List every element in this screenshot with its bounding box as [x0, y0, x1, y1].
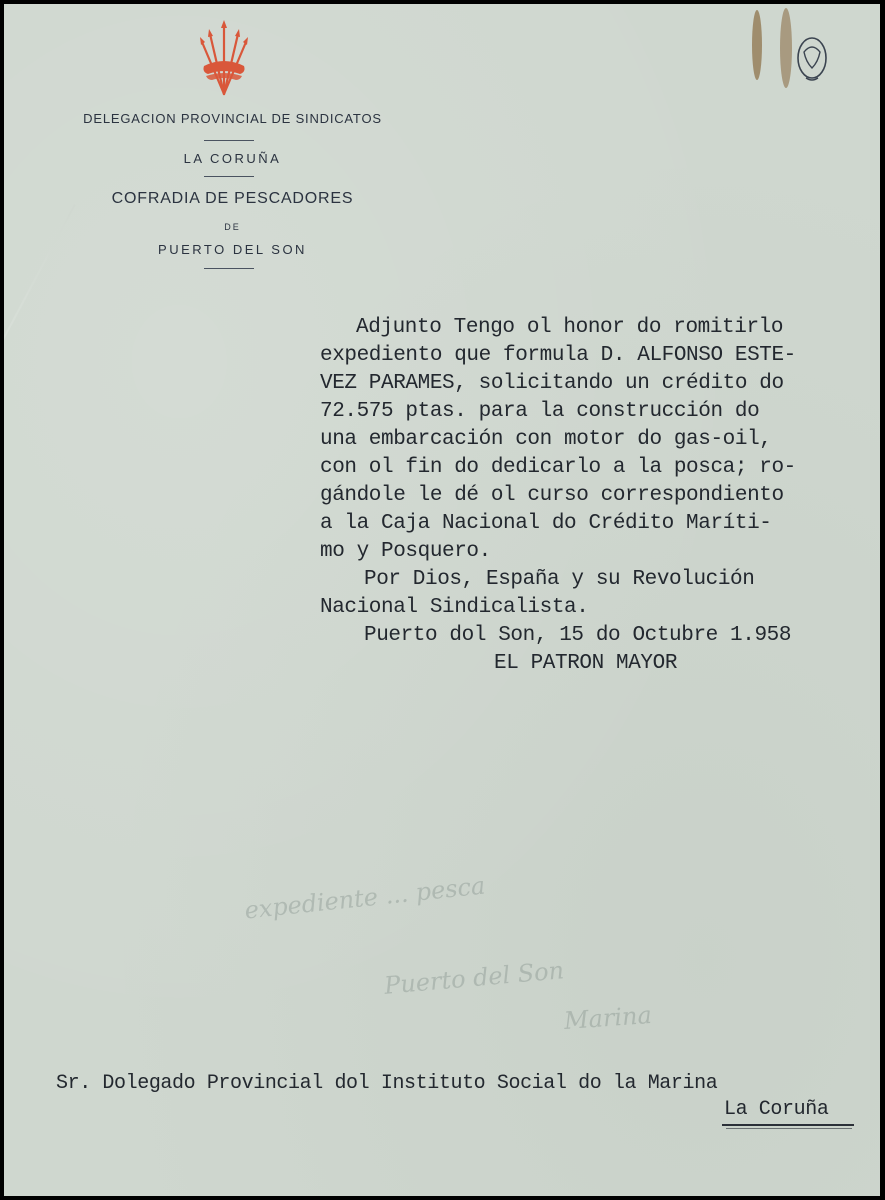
letterhead-delegacion: DELEGACION PROVINCIAL DE SINDICATOS	[83, 111, 382, 126]
body-line: expediento que formula D. ALFONSO ESTE-	[320, 344, 796, 367]
letterhead-rule	[204, 176, 254, 177]
addressee-line: Sr. Dolegado Provincial dol Instituto Social do la Marina	[56, 1072, 718, 1095]
body-line: 72.575 ptas. para la construcción do	[320, 400, 760, 423]
letterhead-city: LA CORUÑA	[183, 151, 282, 166]
bleed-through-text: Puerto del Son	[383, 956, 566, 1000]
letterhead-rule	[204, 268, 254, 269]
body-line: Adjunto Tengo ol honor do romitirlo	[356, 316, 784, 339]
rust-stain	[752, 10, 762, 80]
addressee-underline	[726, 1128, 852, 1129]
paper-fold	[4, 204, 76, 699]
body-line: Por Dios, España y su Revolución	[364, 568, 755, 591]
letterhead-de: DE	[224, 222, 241, 232]
signature-title: EL PATRON MAYOR	[494, 652, 678, 675]
addressee-city: La Coruña	[724, 1098, 829, 1121]
letterhead-rule	[204, 140, 254, 141]
bleed-through-text: expediente ... pesca	[243, 871, 487, 925]
body-line: gándole le dé ol curso correspondiento	[320, 484, 784, 507]
letterhead-puerto: PUERTO DEL SON	[158, 242, 307, 257]
body-line: una embarcación con motor do gas-oil,	[320, 428, 772, 451]
body-line: mo y Posquero.	[320, 540, 491, 563]
rust-stain	[780, 8, 792, 88]
addressee-underline	[722, 1124, 854, 1126]
body-line: Nacional Sindicalista.	[320, 596, 589, 619]
yoke-arrows-emblem-icon	[196, 16, 252, 100]
body-line: VEZ PARAMES, solicitando un crédito do	[320, 372, 784, 395]
body-line: Puerto dol Son, 15 do Octubre 1.958	[364, 624, 792, 647]
letterhead-cofradia: COFRADIA DE PESCADORES	[111, 190, 354, 207]
bleed-through-text: Marina	[563, 1000, 653, 1036]
seal-stamp-icon	[794, 34, 830, 86]
body-line: con ol fin do dedicarlo a la posca; ro-	[320, 456, 796, 479]
document-page	[4, 4, 880, 1196]
body-line: a la Caja Nacional do Crédito Maríti-	[320, 512, 772, 535]
